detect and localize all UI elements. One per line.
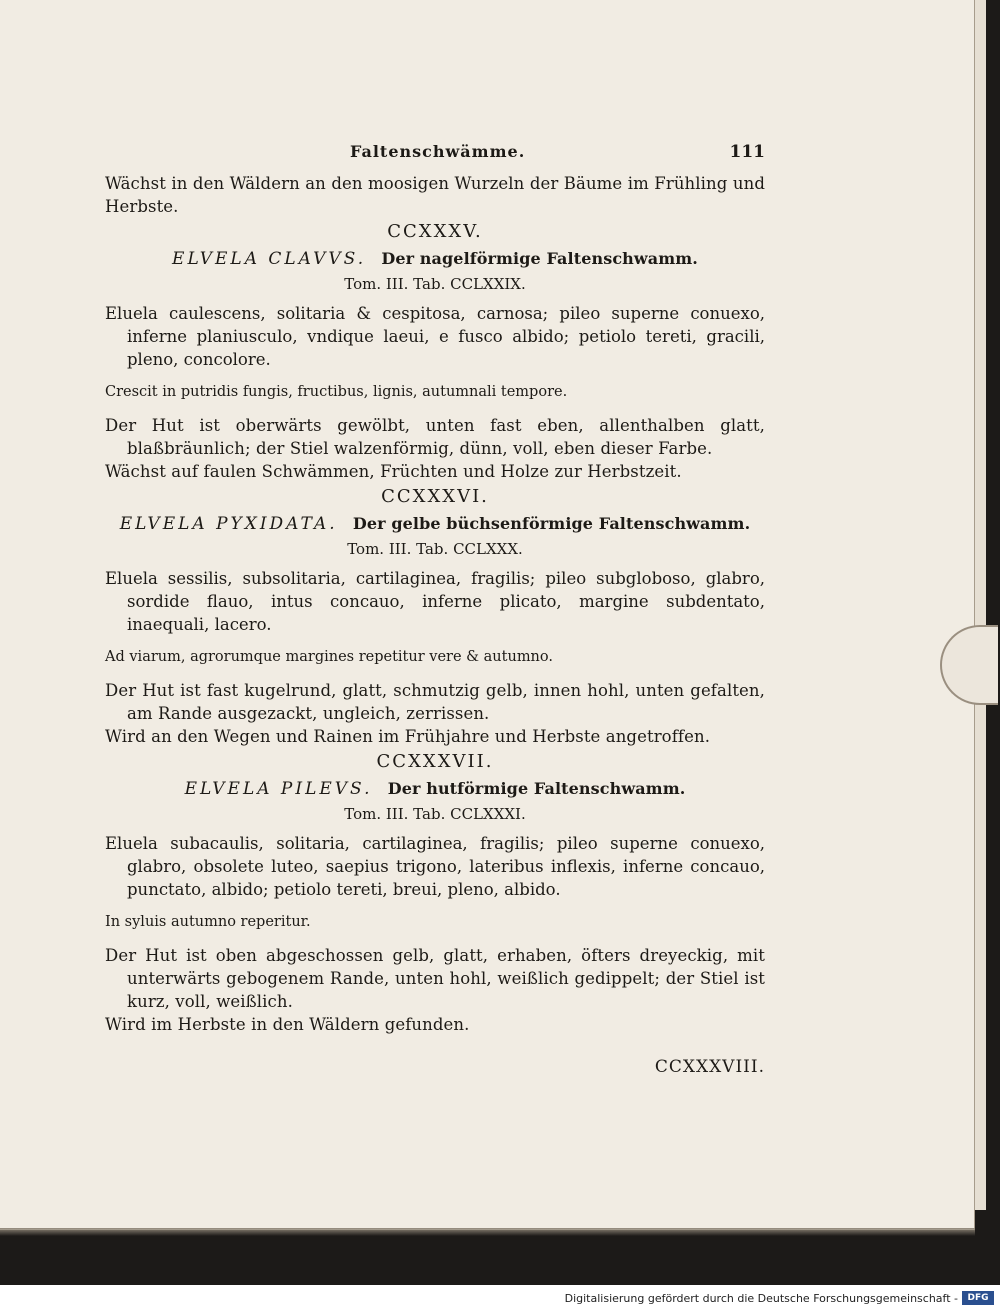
dfg-logo[interactable]: DFG (962, 1291, 994, 1305)
german-species-name: Der gelbe büchsenförmige Faltenschwamm. (352, 514, 751, 533)
plate-reference: Tom. III. Tab. CCLXXXI. (344, 805, 526, 823)
latin-species-name: ELVELA CLAVVS. (172, 249, 367, 269)
species-heading (105, 777, 765, 801)
latin-species-name: ELVELA PILEVS. (184, 779, 373, 799)
german-description: Der Hut ist oberwärts gewölbt, unten fast eben, allenthalben glatt, blaßbräunlich; der Stiel walzenförmig, dünn, voll, eben dieser Farbe. (105, 416, 765, 458)
running-header (105, 140, 765, 164)
german-habitat: Wächst auf faulen Schwämmen, Früchten und Holze zur Herbstzeit. (105, 462, 682, 481)
latin-habitat: In syluis autumno reperitur. (105, 914, 311, 930)
running-title: Faltenschwämme. (350, 142, 526, 161)
plate-reference: Tom. III. Tab. CCLXXX. (347, 540, 523, 558)
german-description: Der Hut ist fast kugelrund, glatt, schmutzig gelb, innen hohl, unten gefalten, am Rande ausgezackt, ungleich, zerrissen. (105, 681, 765, 723)
intro-paragraph: Wächst in den Wäldern an den moosigen Wurzeln der Bäume im Frühling und Herbste. (105, 174, 765, 216)
latin-description: Eluela subacaulis, solitaria, cartilaginea, fragilis; pileo superne conuexo, glabro, obsolete luteo, saepius trigono, lateribus inflexis, inferne concauo, punctato, albido; petiolo tereti, breui, pleno, albido. (105, 834, 765, 899)
page-shadow (0, 1228, 975, 1236)
german-species-name: Der nagelförmige Faltenschwamm. (381, 249, 698, 268)
plate-reference: Tom. III. Tab. CCLXXIX. (344, 275, 526, 293)
entry-number: CCXXXV. (387, 221, 483, 242)
species-heading (105, 512, 765, 536)
latin-habitat: Crescit in putridis fungis, fructibus, lignis, autumnali tempore. (105, 384, 568, 400)
german-habitat: Wird im Herbste in den Wäldern gefunden. (105, 1015, 470, 1034)
species-entry (105, 220, 765, 483)
digitization-footer (0, 1285, 1000, 1312)
species-heading (105, 247, 765, 271)
latin-description: Eluela caulescens, solitaria & cespitosa, carnosa; pileo superne conuexo, inferne planiusculo, vndique laeui, e fusco albido; petiolo tereti, gracili, pleno, concolore. (105, 304, 765, 369)
entry-number: CCXXXVI. (381, 486, 489, 507)
latin-description: Eluela sessilis, subsolitaria, cartilaginea, fragilis; pileo subgloboso, glabro, sordide flauo, intus concauo, inferne plicato, margine subdentato, inaequali, lacero. (105, 569, 765, 634)
latin-habitat: Ad viarum, agrorumque margines repetitur vere & autumno. (105, 649, 553, 665)
species-entry (105, 485, 765, 748)
funding-notice: Digitalisierung gefördert durch die Deutsche Forschungsgemeinschaft - (564, 1292, 958, 1305)
latin-species-name: ELVELA PYXIDATA. (119, 514, 338, 534)
german-habitat: Wird an den Wegen und Rainen im Frühjahre und Herbste angetroffen. (105, 727, 711, 746)
page-text-block (105, 140, 765, 1079)
bookmark-tab (940, 625, 998, 705)
entry-number: CCXXXVII. (376, 751, 494, 772)
catchword: CCXXXVIII. (654, 1057, 765, 1077)
page-number: 111 (729, 142, 765, 162)
german-species-name: Der hutförmige Faltenschwamm. (387, 779, 686, 798)
species-entry (105, 750, 765, 1036)
german-description: Der Hut ist oben abgeschossen gelb, glatt, erhaben, öfters dreyeckig, mit unterwärts gebogenem Rande, unten hohl, weißlich gedippelt; der Stiel ist kurz, voll, weißlich. (105, 946, 765, 1011)
